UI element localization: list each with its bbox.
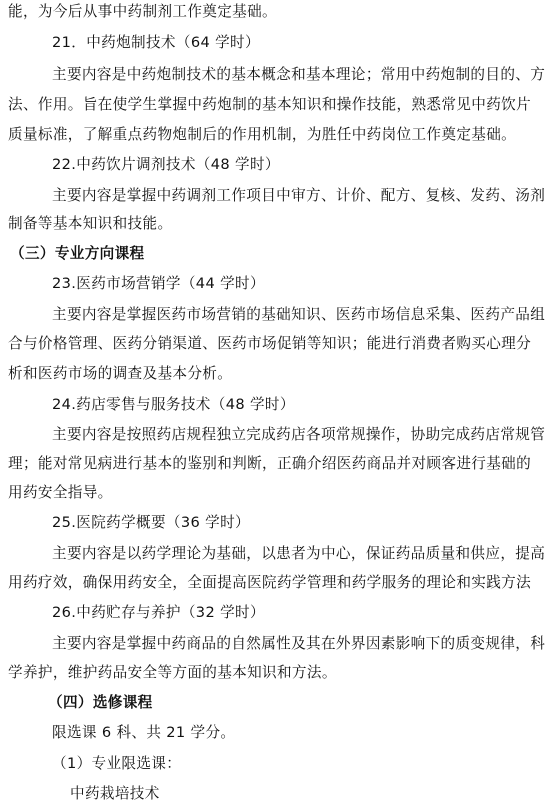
paragraph-line: 主要内容是以药学理论为基础，以患者为中心，保证药品质量和供应，提高 xyxy=(52,545,546,562)
course-title: 22.中药饮片调剂技术（48 学时） xyxy=(52,156,280,173)
paragraph-line: 主要内容是掌握医药市场营销的基础知识、医药市场信息采集、医药产品组 xyxy=(52,306,546,323)
paragraph-line: 法、作用。旨在使学生掌握中药炮制的基本知识和操作技能，熟悉常见中药饮片 xyxy=(8,96,532,113)
paragraph-line: 质量标准，了解重点药物炮制后的作用机制，为胜任中药岗位工作奠定基础。 xyxy=(8,126,517,143)
paragraph-line: 限选课 6 科、共 21 学分。 xyxy=(52,724,236,741)
paragraph-line: 能，为今后从事中药制剂工作奠定基础。 xyxy=(8,3,277,20)
paragraph-line: 析和医药市场的调查及基本分析。 xyxy=(8,365,233,382)
paragraph-line: 用药安全指导。 xyxy=(8,484,113,501)
paragraph-line: 主要内容是掌握中药调剂工作项目中审方、计价、配方、复核、发药、汤剂 xyxy=(52,187,546,204)
course-title: 23.医药市场营销学（44 学时） xyxy=(52,275,265,292)
paragraph-line: 学养护，维护药品安全等方面的基本知识和方法。 xyxy=(8,664,337,681)
course-title: 24.药店零售与服务技术（48 学时） xyxy=(52,396,295,413)
paragraph-line: 理；能对常见病进行基本的鉴别和判断，正确介绍医药商品并对顾客进行基础的 xyxy=(8,455,532,472)
course-title: 21．中药炮制技术（64 学时） xyxy=(52,34,260,51)
section-heading: （四）选修课程 xyxy=(48,694,153,711)
section-heading: （三）专业方向课程 xyxy=(10,245,145,262)
course-title: 26.中药贮存与养护（32 学时） xyxy=(52,604,265,621)
course-title: 25.医院药学概要（36 学时） xyxy=(52,514,250,531)
paragraph-line: 主要内容是按照药店规程独立完成药店各项常规操作，协助完成药店常规管 xyxy=(52,426,546,443)
paragraph-line: 主要内容是中药炮制技术的基本概念和基本理论；常用中药炮制的目的、方 xyxy=(52,66,546,83)
list-item: 中药栽培技术 xyxy=(70,785,160,802)
paragraph-line: 制备等基本知识和技能。 xyxy=(8,215,173,232)
paragraph-line: 主要内容是掌握中药商品的自然属性及其在外界因素影响下的质变规律，科 xyxy=(52,635,546,652)
list-label: （1）专业限选课： xyxy=(52,755,182,772)
paragraph-line: 用药疗效，确保用药安全，全面提高医院药学管理和药学服务的理论和实践方法 xyxy=(8,574,532,591)
paragraph-line: 合与价格管理、医药分销渠道、医药市场促销等知识；能进行消费者购买心理分 xyxy=(8,335,532,352)
